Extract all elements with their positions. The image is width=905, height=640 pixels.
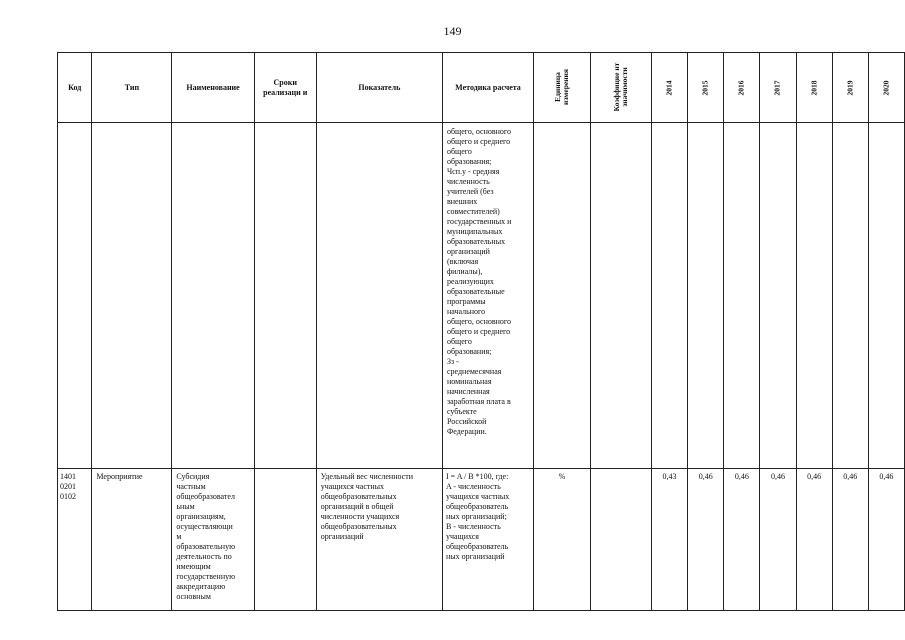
- row-type: Мероприятие: [92, 469, 172, 611]
- indicators-table: [57, 52, 905, 611]
- header-2014: 2014: [651, 53, 687, 123]
- cont-type-cell: [92, 123, 172, 469]
- cont-code-cell: [58, 123, 92, 469]
- row-unit: %: [533, 469, 590, 611]
- header-2018: 2018: [796, 53, 832, 123]
- header-row: [58, 53, 905, 123]
- header-code: Код: [58, 53, 92, 123]
- row-2018: 0,46: [796, 469, 832, 611]
- row-method: I = A / B *100, где: A - численность учащихся частных общеобразователь ных организаций; B - численность учащихся общеобразователь ных организаций: [442, 469, 533, 611]
- row-2017: 0,46: [760, 469, 796, 611]
- header-2020: 2020: [868, 53, 904, 123]
- row-code: 1401 0201 0102: [58, 469, 92, 611]
- header-2017: 2017: [760, 53, 796, 123]
- cont-terms-cell: [254, 123, 316, 469]
- header-indicator: Показатель: [316, 53, 442, 123]
- table-row: [58, 469, 905, 611]
- row-2014: 0,43: [651, 469, 687, 611]
- cont-method-cell: общего, основного общего и среднего общего образования; Чсп.у - средняя численность учителей (без внешних совместителей) государственных и муниципальных образовательных организаций (включая филиалы), реализующих образовательные программы начального общего, основного общего и среднего общего образования; Зз - среднемесячная номинальная начисленная заработная плата в субъекте Российской Федерации.: [442, 123, 533, 469]
- row-2019: 0,46: [832, 469, 868, 611]
- cont-name-cell: [172, 123, 254, 469]
- header-2016: 2016: [724, 53, 760, 123]
- header-2019: 2019: [832, 53, 868, 123]
- header-type: Тип: [92, 53, 172, 123]
- row-2020: 0,46: [868, 469, 904, 611]
- header-terms: Сроки реализаци и: [254, 53, 316, 123]
- row-2015: 0,46: [688, 469, 724, 611]
- header-2015: 2015: [688, 53, 724, 123]
- header-method: Методика расчета: [442, 53, 533, 123]
- page-number: 149: [443, 24, 462, 38]
- row-name: Субсидия частным общеобразовател ьным организациям, осуществляющи м образовательную деятельность по имеющим государственную аккредитацию основным: [172, 469, 254, 611]
- row-indicator: Удельный вес численности учащихся частных общеобразовательных организаций в общей численности учащихся общеобразовательных организаций: [316, 469, 442, 611]
- row-terms: [254, 469, 316, 611]
- header-name: Наименование: [172, 53, 254, 123]
- row-coef: [590, 469, 651, 611]
- header-coef: Коэффицие нт значимости: [590, 53, 651, 123]
- continuation-row: [58, 123, 905, 469]
- row-2016: 0,46: [724, 469, 760, 611]
- cont-indicator-cell: [316, 123, 442, 469]
- header-unit: Единица измерения: [533, 53, 590, 123]
